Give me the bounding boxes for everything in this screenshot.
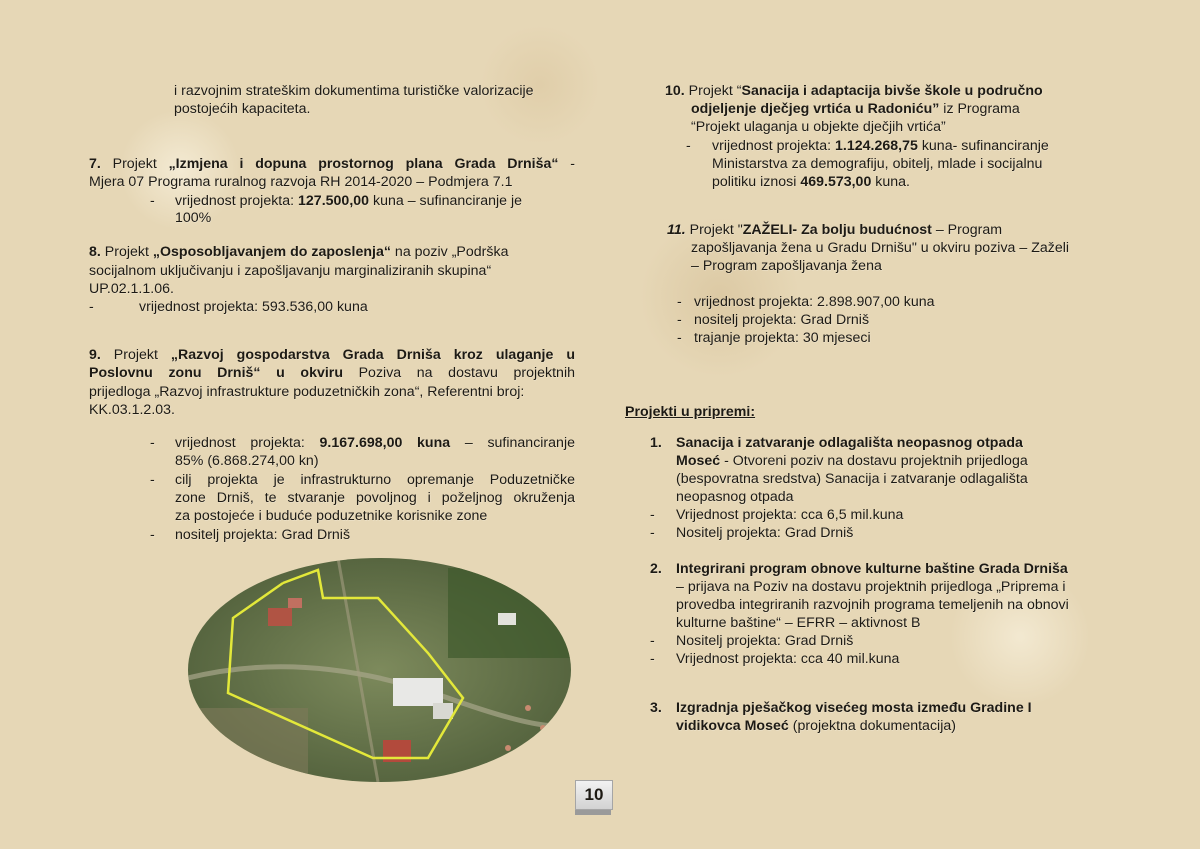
project-10-title-line xyxy=(665,82,1043,100)
project-9-goal-line-1: cilj projekta je infrastrukturno opremanje Poduzetničke xyxy=(175,472,575,488)
project-8-title: „Osposobljavanjem do zaposlenja“ xyxy=(152,244,391,260)
value-line3-amount: 469.573,00 xyxy=(800,174,872,190)
item-2-number: 2. xyxy=(650,561,662,577)
value-amount: 1.124.268,75 xyxy=(835,138,918,154)
value-label: vrijednost projekta: xyxy=(175,435,320,451)
project-8-title-line xyxy=(89,243,508,261)
item-2-line-2: – prijava na Poziv na dostavu projektnih prijedloga „Priprema i xyxy=(676,579,1066,595)
bullet-dash: - xyxy=(650,651,655,667)
item-1-line-4: neopasnog otpada xyxy=(676,489,794,505)
item-2-title: Integrirani program obnove kulturne baštine Grada Drniša xyxy=(676,561,1068,577)
project-11-title-line xyxy=(667,221,1002,239)
project-9-line-4: KK.03.1.2.03. xyxy=(89,402,175,418)
project-7-value xyxy=(175,192,522,210)
item-1-line-3: (bespovratna sredstva) Sanacija i zatvaranje odlagališta xyxy=(676,471,1028,487)
project-9-goal-line-3: za postojeće i buduće poduzetnike korisnike zone xyxy=(175,508,488,524)
project-10-line-2 xyxy=(691,100,1020,118)
item-3-number: 3. xyxy=(650,700,662,716)
project-10-line-3: “Projekt ulaganja u objekte dječjih vrtića” xyxy=(691,119,946,135)
item-2-value: Vrijednost projekta: cca 40 mil.kuna xyxy=(676,651,900,667)
item-3-line-2 xyxy=(676,717,956,735)
project-9-goal-line-2: zone Drniš, te stvaranje povoljnog i poželjnog okruženja xyxy=(175,490,575,506)
project-8-line-2: socijalnom uključivanju i zapošljavanju marginaliziranih skupina“ xyxy=(89,263,492,279)
project-7-title-line xyxy=(89,155,575,173)
project-9-title-2: Poslovnu zonu Drniš“ u okviru xyxy=(89,365,343,381)
project-8-value: vrijednost projekta: 593.536,00 kuna xyxy=(139,299,368,315)
project-11-duration: trajanje projekta: 30 mjeseci xyxy=(694,330,871,346)
bullet-dash: - xyxy=(89,299,94,315)
project-10-value xyxy=(712,137,1049,155)
project-11-title: ZAŽELI- Za bolju budućnost xyxy=(742,222,932,238)
project-10-pre: Projekt “ xyxy=(684,83,742,99)
project-11-pre: Projekt " xyxy=(685,222,743,238)
project-10-title-1: Sanacija i adaptacija bivše škole u područno xyxy=(741,83,1043,99)
project-8-pre: Projekt xyxy=(100,244,153,260)
item-1-title: Sanacija i zatvaranje odlagališta neopasnog otpada xyxy=(676,435,1023,451)
bullet-dash: - xyxy=(677,330,682,346)
project-11-value: vrijednost projekta: 2.898.907,00 kuna xyxy=(694,294,935,310)
section-heading: Projekti u pripremi: xyxy=(625,404,756,420)
value-post: kuna- sufinanciranje xyxy=(917,138,1049,154)
project-9-line-2-post: Poziva na dostavu projektnih xyxy=(342,365,575,381)
project-9-line-3: prijedloga „Razvoj infrastrukture poduzetničkih zona“, Referentni broj: xyxy=(89,384,525,400)
bullet-dash: - xyxy=(150,527,155,543)
bullet-dash: - xyxy=(650,507,655,523)
item-3-title: Izgradnja pješačkog visećeg mosta između Gradine I xyxy=(676,700,1032,716)
project-9-number: 9. xyxy=(89,347,101,363)
project-7-title: „Izmjena i dopuna prostornog plana Grada Drniša“ xyxy=(168,156,559,172)
project-9-holder: nositelj projekta: Grad Drniš xyxy=(175,527,351,543)
value-post: – sufinanciranje xyxy=(450,435,575,451)
project-8-number: 8. xyxy=(89,244,101,260)
project-10-number: 10. xyxy=(665,83,685,99)
project-7-line-2: Mjera 07 Programa ruralnog razvoja RH 2014-2020 – Podmjera 7.1 xyxy=(89,174,513,190)
project-11-line-2: zapošljavanja žena u Gradu Drnišu" u okviru poziva – Zaželi xyxy=(691,240,1070,256)
project-8-line-3: UP.02.1.1.06. xyxy=(89,281,174,297)
project-9-value xyxy=(175,434,575,452)
bullet-dash: - xyxy=(150,472,155,488)
item-1-line-2-post: - Otvoreni poziv na dostavu projektnih prijedloga xyxy=(720,453,1028,469)
aerial-map-image xyxy=(188,558,571,782)
value-label: vrijednost projekta: xyxy=(175,193,299,209)
intro-line-2: postojećih kapaciteta. xyxy=(174,101,311,117)
item-2-line-3: provedba integriranih razvojnih programa temeljenih na obnovi xyxy=(676,597,1069,613)
item-1-title-2: Moseć xyxy=(676,453,721,469)
bullet-dash: - xyxy=(150,193,155,209)
project-11-post: – Program xyxy=(931,222,1003,238)
intro-line-1: i razvojnim strateškim dokumentima turističke valorizacije xyxy=(174,83,534,99)
project-10-line-2-post: iz Programa xyxy=(939,101,1020,117)
value-post: kuna – sufinanciranje je xyxy=(369,193,523,209)
project-10-value-line-2: Ministarstva za demografiju, obitelj, mlade i socijalnu xyxy=(712,156,1043,172)
bullet-dash: - xyxy=(650,633,655,649)
value-line3-post: kuna. xyxy=(871,174,910,190)
project-7-value-line-2: 100% xyxy=(175,210,212,226)
aerial-map-graphic xyxy=(188,558,571,782)
project-10-title-2: odjeljenje dječjeg vrtića u Radoniću” xyxy=(691,101,940,117)
bullet-dash: - xyxy=(686,138,691,154)
project-9-title-line xyxy=(89,346,575,364)
project-10-value-line-3 xyxy=(712,173,910,191)
project-9-pre: Projekt xyxy=(100,347,171,363)
project-11-number: 11. xyxy=(667,222,686,238)
item-1-number: 1. xyxy=(650,435,662,451)
item-2-line-4: kulturne baštine“ – EFRR – aktivnost B xyxy=(676,615,921,631)
item-1-line-2 xyxy=(676,452,1028,470)
item-3-title-2: vidikovca Moseć xyxy=(676,718,789,734)
item-2-holder: Nositelj projekta: Grad Drniš xyxy=(676,633,854,649)
page-number-underline xyxy=(575,810,611,815)
project-9-line-2 xyxy=(89,364,575,382)
value-amount: 127.500,00 xyxy=(298,193,370,209)
project-11-holder: nositelj projekta: Grad Drniš xyxy=(694,312,870,328)
item-3-line-2-post: (projektna dokumentacija) xyxy=(788,718,956,734)
project-7-number: 7. xyxy=(89,156,101,172)
bullet-dash: - xyxy=(650,525,655,541)
value-amount: 9.167.698,00 kuna xyxy=(319,435,451,451)
project-8-post: na poziv „Podrška xyxy=(390,244,509,260)
bullet-dash: - xyxy=(677,294,682,310)
value-label: vrijednost projekta: xyxy=(712,138,836,154)
bullet-dash: - xyxy=(677,312,682,328)
page-number: 10 xyxy=(575,780,613,810)
project-9-title-1: „Razvoj gospodarstva Grada Drniša kroz ulaganje u xyxy=(170,347,575,363)
bullet-dash: - xyxy=(150,435,155,451)
project-7-post: - xyxy=(558,156,575,172)
value-line3-pre: politiku iznosi xyxy=(712,174,801,190)
project-11-line-3: – Program zapošljavanja žena xyxy=(691,258,882,274)
project-7-pre: Projekt xyxy=(100,156,169,172)
project-9-value-line-2: 85% (6.868.274,00 kn) xyxy=(175,453,319,469)
item-1-value: Vrijednost projekta: cca 6,5 mil.kuna xyxy=(676,507,904,523)
item-1-holder: Nositelj projekta: Grad Drniš xyxy=(676,525,854,541)
